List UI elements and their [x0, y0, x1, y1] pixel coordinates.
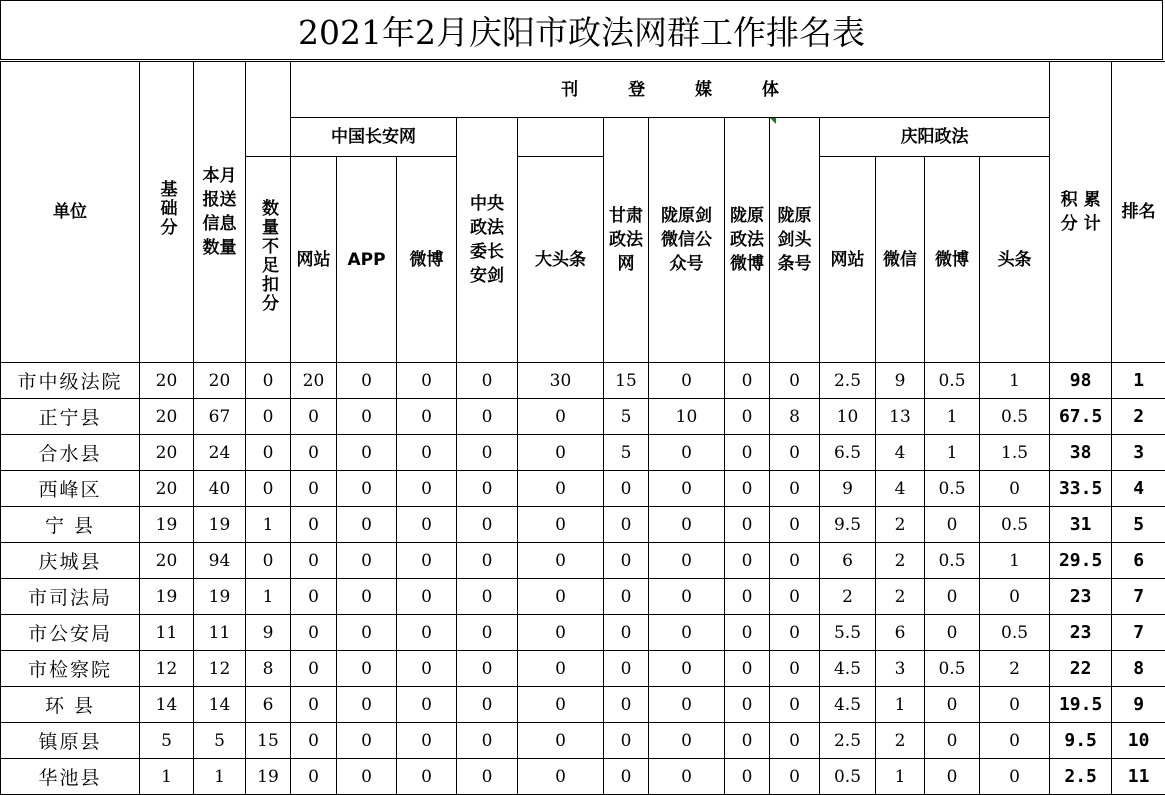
cell-sent: 12 — [194, 651, 246, 687]
cell-ly-toutiao: 0 — [770, 471, 820, 507]
cell-qy-wechat: 2 — [876, 723, 925, 759]
cell-qy-weibo: 1 — [925, 399, 980, 435]
cell-toutiao: 0 — [518, 615, 604, 651]
cell-ly-wechat: 0 — [649, 651, 725, 687]
cell-deduct: 19 — [246, 759, 291, 795]
cell-gansu: 5 — [604, 435, 649, 471]
cell-ca-app: 0 — [337, 651, 397, 687]
cell-ca-site: 0 — [291, 651, 337, 687]
cell-rank: 6 — [1112, 543, 1165, 579]
cell-central: 0 — [457, 363, 518, 399]
cell-deduct: 0 — [246, 363, 291, 399]
cell-unit: 市检察院 — [1, 651, 140, 687]
cell-total: 33.5 — [1050, 471, 1112, 507]
cell-ca-app: 0 — [337, 723, 397, 759]
cell-qy-site: 2 — [820, 579, 876, 615]
cell-deduct: 0 — [246, 543, 291, 579]
cell-qy-weibo: 0.5 — [925, 471, 980, 507]
header-gansu-net-text: 甘肃政法网 — [606, 204, 646, 276]
cell-qy-wechat: 2 — [876, 579, 925, 615]
cell-central: 0 — [457, 651, 518, 687]
cell-ca-weibo: 0 — [397, 543, 457, 579]
cell-gansu: 15 — [604, 363, 649, 399]
cell-ca-weibo: 0 — [397, 363, 457, 399]
cell-unit: 市公安局 — [1, 615, 140, 651]
cell-qy-weibo: 0 — [925, 723, 980, 759]
cell-gansu: 0 — [604, 507, 649, 543]
cell-ly-weibo: 0 — [725, 399, 770, 435]
header-longyuan-wechat-text: 陇原剑微信公众号 — [655, 204, 719, 276]
header-longyuan-toutiao — [770, 118, 820, 363]
header-total-text: 积 累 分 计 — [1061, 190, 1101, 234]
cell-qy-toutiao: 0 — [980, 687, 1050, 723]
cell-sent: 24 — [194, 435, 246, 471]
cell-gansu: 0 — [604, 579, 649, 615]
cell-ly-wechat: 0 — [649, 363, 725, 399]
cell-central: 0 — [457, 759, 518, 795]
header-monthly-sent-text: 本月报送信息数量 — [200, 164, 240, 260]
cell-ca-weibo: 0 — [397, 759, 457, 795]
cell-ly-wechat: 0 — [649, 579, 725, 615]
cell-ly-wechat: 10 — [649, 399, 725, 435]
table-row — [1, 579, 1165, 615]
cell-qy-weibo: 0.5 — [925, 651, 980, 687]
header-changan-weibo: 微博 — [397, 157, 457, 363]
cell-ca-weibo: 0 — [397, 399, 457, 435]
cell-qy-toutiao: 0.5 — [980, 615, 1050, 651]
cell-ca-site: 0 — [291, 759, 337, 795]
cell-ca-site: 0 — [291, 615, 337, 651]
cell-base: 20 — [140, 435, 194, 471]
cell-base: 20 — [140, 399, 194, 435]
header-base-score — [140, 62, 194, 363]
cell-ca-weibo: 0 — [397, 723, 457, 759]
cell-total: 67.5 — [1050, 399, 1112, 435]
cell-ca-app: 0 — [337, 363, 397, 399]
cell-qy-toutiao: 0 — [980, 579, 1050, 615]
cell-ly-weibo: 0 — [725, 543, 770, 579]
cell-toutiao: 0 — [518, 471, 604, 507]
cell-ly-weibo: 0 — [725, 363, 770, 399]
cell-deduct: 0 — [246, 435, 291, 471]
table-row — [1, 543, 1165, 579]
cell-sent: 14 — [194, 687, 246, 723]
cell-ca-weibo: 0 — [397, 579, 457, 615]
cell-total: 2.5 — [1050, 759, 1112, 795]
cell-qy-site: 5.5 — [820, 615, 876, 651]
cell-qy-toutiao: 0 — [980, 723, 1050, 759]
cell-central: 0 — [457, 687, 518, 723]
cell-sent: 67 — [194, 399, 246, 435]
table-row — [1, 687, 1165, 723]
cell-unit: 华池县 — [1, 759, 140, 795]
cell-unit: 市司法局 — [1, 579, 140, 615]
cell-qy-wechat: 4 — [876, 435, 925, 471]
cell-qy-toutiao: 1.5 — [980, 435, 1050, 471]
cell-qy-wechat: 13 — [876, 399, 925, 435]
cell-rank: 1 — [1112, 363, 1165, 399]
header-unit: 单位 — [1, 62, 140, 363]
cell-ly-weibo: 0 — [725, 723, 770, 759]
cell-ca-app: 0 — [337, 615, 397, 651]
cell-ca-site: 0 — [291, 543, 337, 579]
cell-deduct: 9 — [246, 615, 291, 651]
cell-ca-weibo: 0 — [397, 435, 457, 471]
cell-ca-site: 0 — [291, 507, 337, 543]
cell-toutiao: 30 — [518, 363, 604, 399]
cell-ly-wechat: 0 — [649, 435, 725, 471]
cell-qy-toutiao: 2 — [980, 651, 1050, 687]
cell-base: 5 — [140, 723, 194, 759]
header-qingyang-group: 庆阳政法 — [820, 118, 1050, 157]
header-blank-toutiao-top — [518, 118, 604, 157]
cell-ly-weibo: 0 — [725, 507, 770, 543]
header-media-group — [291, 62, 1050, 118]
table-row — [1, 651, 1165, 687]
cell-central: 0 — [457, 435, 518, 471]
cell-qy-site: 9.5 — [820, 507, 876, 543]
cell-qy-site: 2.5 — [820, 723, 876, 759]
header-qy-wechat: 微信 — [876, 157, 925, 363]
cell-central: 0 — [457, 615, 518, 651]
cell-ca-weibo: 0 — [397, 471, 457, 507]
cell-base: 19 — [140, 579, 194, 615]
header-total — [1050, 62, 1112, 363]
cell-central: 0 — [457, 507, 518, 543]
cell-gansu: 0 — [604, 615, 649, 651]
cell-qy-weibo: 0 — [925, 507, 980, 543]
cell-rank: 8 — [1112, 651, 1165, 687]
header-longyuan-wechat — [649, 118, 725, 363]
header-rank: 排名 — [1112, 62, 1165, 363]
cell-total: 23 — [1050, 579, 1112, 615]
cell-qy-wechat: 4 — [876, 471, 925, 507]
cell-deduct: 0 — [246, 471, 291, 507]
cell-ly-toutiao: 0 — [770, 363, 820, 399]
cell-qy-site: 0.5 — [820, 759, 876, 795]
cell-qy-wechat: 1 — [876, 759, 925, 795]
cell-deduct: 15 — [246, 723, 291, 759]
cell-central: 0 — [457, 399, 518, 435]
cell-qy-site: 6.5 — [820, 435, 876, 471]
cell-qy-wechat: 2 — [876, 507, 925, 543]
ranking-table — [0, 61, 1165, 795]
table-row — [1, 759, 1165, 795]
cell-qy-wechat: 1 — [876, 687, 925, 723]
cell-ly-toutiao: 0 — [770, 615, 820, 651]
cell-ca-site: 0 — [291, 579, 337, 615]
cell-unit: 市中级法院 — [1, 363, 140, 399]
cell-unit: 庆城县 — [1, 543, 140, 579]
cell-toutiao: 0 — [518, 687, 604, 723]
cell-ly-wechat: 0 — [649, 759, 725, 795]
table-row — [1, 399, 1165, 435]
header-qy-site: 网站 — [820, 157, 876, 363]
cell-central: 0 — [457, 723, 518, 759]
cell-toutiao: 0 — [518, 723, 604, 759]
cell-gansu: 0 — [604, 543, 649, 579]
cell-qy-site: 10 — [820, 399, 876, 435]
header-changan-site: 网站 — [291, 157, 337, 363]
cell-ca-app: 0 — [337, 507, 397, 543]
table-row — [1, 435, 1165, 471]
header-media-group-text: 刊 登 媒 体 — [539, 80, 801, 100]
cell-ly-toutiao: 0 — [770, 759, 820, 795]
header-longyuan-weibo-text: 陇原政法微博 — [727, 204, 767, 276]
cell-qy-weibo: 0 — [925, 579, 980, 615]
cell-total: 22 — [1050, 651, 1112, 687]
cell-base: 14 — [140, 687, 194, 723]
cell-qy-site: 6 — [820, 543, 876, 579]
cell-ca-weibo: 0 — [397, 507, 457, 543]
cell-ly-wechat: 0 — [649, 723, 725, 759]
cell-ca-app: 0 — [337, 471, 397, 507]
cell-base: 20 — [140, 363, 194, 399]
cell-deduct: 1 — [246, 507, 291, 543]
cell-total: 9.5 — [1050, 723, 1112, 759]
table-row — [1, 615, 1165, 651]
cell-sent: 19 — [194, 507, 246, 543]
cell-ca-app: 0 — [337, 399, 397, 435]
cell-rank: 9 — [1112, 687, 1165, 723]
cell-ca-site: 0 — [291, 435, 337, 471]
header-row-1 — [1, 62, 1165, 118]
header-gansu-net — [604, 118, 649, 363]
cell-sent: 1 — [194, 759, 246, 795]
cell-unit: 宁 县 — [1, 507, 140, 543]
cell-total: 19.5 — [1050, 687, 1112, 723]
cell-total: 29.5 — [1050, 543, 1112, 579]
cell-qy-weibo: 0 — [925, 759, 980, 795]
header-base-score-text: 基础分 — [155, 180, 179, 237]
cell-ly-weibo: 0 — [725, 579, 770, 615]
header-longyuan-weibo — [725, 118, 770, 363]
cell-rank: 3 — [1112, 435, 1165, 471]
cell-unit: 西峰区 — [1, 471, 140, 507]
cell-sent: 20 — [194, 363, 246, 399]
cell-ly-weibo: 0 — [725, 615, 770, 651]
cell-qy-site: 4.5 — [820, 687, 876, 723]
cell-ca-app: 0 — [337, 543, 397, 579]
cell-base: 20 — [140, 543, 194, 579]
cell-ly-wechat: 0 — [649, 687, 725, 723]
cell-qy-wechat: 2 — [876, 543, 925, 579]
header-qy-toutiao: 头条 — [980, 157, 1050, 363]
cell-gansu: 0 — [604, 651, 649, 687]
cell-toutiao: 0 — [518, 399, 604, 435]
cell-rank: 4 — [1112, 471, 1165, 507]
cell-toutiao: 0 — [518, 543, 604, 579]
header-insufficient-deduction — [246, 157, 291, 363]
cell-central: 0 — [457, 471, 518, 507]
cell-ca-site: 0 — [291, 399, 337, 435]
cell-qy-toutiao: 0.5 — [980, 507, 1050, 543]
header-changan-app: APP — [337, 157, 397, 363]
cell-ca-site: 0 — [291, 471, 337, 507]
cell-central: 0 — [457, 579, 518, 615]
cell-toutiao: 0 — [518, 579, 604, 615]
cell-ca-site: 0 — [291, 723, 337, 759]
table-row — [1, 723, 1165, 759]
cell-qy-toutiao: 0 — [980, 471, 1050, 507]
cell-ca-weibo: 0 — [397, 615, 457, 651]
cell-ly-weibo: 0 — [725, 651, 770, 687]
cell-rank: 11 — [1112, 759, 1165, 795]
cell-ca-site: 0 — [291, 687, 337, 723]
cell-ly-toutiao: 0 — [770, 543, 820, 579]
cell-base: 11 — [140, 615, 194, 651]
cell-ly-toutiao: 0 — [770, 651, 820, 687]
cell-ca-app: 0 — [337, 759, 397, 795]
cell-toutiao: 0 — [518, 759, 604, 795]
table-body — [1, 363, 1165, 795]
cell-qy-site: 4.5 — [820, 651, 876, 687]
cell-ly-weibo: 0 — [725, 759, 770, 795]
cell-deduct: 6 — [246, 687, 291, 723]
cell-ly-weibo: 0 — [725, 435, 770, 471]
cell-ly-wechat: 0 — [649, 615, 725, 651]
cell-base: 1 — [140, 759, 194, 795]
cell-ly-toutiao: 0 — [770, 435, 820, 471]
cell-total: 38 — [1050, 435, 1112, 471]
header-central-committee-text: 中央政法委长安剑 — [467, 192, 507, 288]
cell-ly-wechat: 0 — [649, 543, 725, 579]
header-monthly-sent — [194, 62, 246, 363]
cell-central: 0 — [457, 543, 518, 579]
cell-base: 19 — [140, 507, 194, 543]
cell-toutiao: 0 — [518, 507, 604, 543]
cell-base: 12 — [140, 651, 194, 687]
header-longyuan-toutiao-text: 陇原剑头条号 — [775, 204, 815, 276]
cell-qy-weibo: 0 — [925, 687, 980, 723]
cell-unit: 合水县 — [1, 435, 140, 471]
cell-total: 98 — [1050, 363, 1112, 399]
cell-qy-weibo: 0 — [925, 615, 980, 651]
cell-ca-weibo: 0 — [397, 687, 457, 723]
cell-qy-site: 9 — [820, 471, 876, 507]
cell-ly-toutiao: 0 — [770, 579, 820, 615]
cell-ly-wechat: 0 — [649, 507, 725, 543]
header-toutiao: 大头条 — [518, 157, 604, 363]
sheet-title: 2021年2月庆阳市政法网群工作排名表 — [0, 0, 1163, 60]
cell-sent: 5 — [194, 723, 246, 759]
cell-qy-wechat: 6 — [876, 615, 925, 651]
cell-qy-wechat: 9 — [876, 363, 925, 399]
table-row — [1, 507, 1165, 543]
header-changan-group: 中国长安网 — [291, 118, 457, 157]
cell-ca-app: 0 — [337, 435, 397, 471]
header-central-committee — [457, 118, 518, 363]
header-insufficient-deduction-text: 数量不足扣分 — [256, 199, 280, 313]
cell-unit: 镇原县 — [1, 723, 140, 759]
cell-toutiao: 0 — [518, 651, 604, 687]
cell-qy-toutiao: 0.5 — [980, 399, 1050, 435]
cell-ca-app: 0 — [337, 687, 397, 723]
cell-ly-toutiao: 8 — [770, 399, 820, 435]
cell-ca-weibo: 0 — [397, 651, 457, 687]
cell-gansu: 0 — [604, 471, 649, 507]
cell-deduct: 0 — [246, 399, 291, 435]
cell-sent: 19 — [194, 579, 246, 615]
cell-qy-toutiao: 1 — [980, 543, 1050, 579]
cell-qy-weibo: 0.5 — [925, 363, 980, 399]
cell-ca-site: 20 — [291, 363, 337, 399]
header-qy-weibo: 微博 — [925, 157, 980, 363]
cell-qy-weibo: 0.5 — [925, 543, 980, 579]
cell-gansu: 0 — [604, 687, 649, 723]
cell-rank: 5 — [1112, 507, 1165, 543]
cell-qy-weibo: 1 — [925, 435, 980, 471]
cell-gansu: 0 — [604, 759, 649, 795]
cell-gansu: 5 — [604, 399, 649, 435]
cell-qy-wechat: 3 — [876, 651, 925, 687]
cell-rank: 7 — [1112, 615, 1165, 651]
header-blank-top — [246, 62, 291, 157]
cell-qy-toutiao: 1 — [980, 363, 1050, 399]
cell-deduct: 1 — [246, 579, 291, 615]
cell-ly-toutiao: 0 — [770, 687, 820, 723]
cell-rank: 2 — [1112, 399, 1165, 435]
cell-ca-app: 0 — [337, 579, 397, 615]
cell-unit: 环 县 — [1, 687, 140, 723]
table-row — [1, 471, 1165, 507]
cell-ly-weibo: 0 — [725, 471, 770, 507]
cell-rank: 7 — [1112, 579, 1165, 615]
cell-gansu: 0 — [604, 723, 649, 759]
comment-marker-icon — [770, 118, 776, 124]
cell-ly-toutiao: 0 — [770, 507, 820, 543]
cell-rank: 10 — [1112, 723, 1165, 759]
table-row — [1, 363, 1165, 399]
cell-unit: 正宁县 — [1, 399, 140, 435]
cell-ly-wechat: 0 — [649, 471, 725, 507]
cell-total: 23 — [1050, 615, 1112, 651]
cell-toutiao: 0 — [518, 435, 604, 471]
cell-deduct: 8 — [246, 651, 291, 687]
cell-total: 31 — [1050, 507, 1112, 543]
cell-base: 20 — [140, 471, 194, 507]
cell-qy-toutiao: 0 — [980, 759, 1050, 795]
cell-ly-weibo: 0 — [725, 687, 770, 723]
cell-qy-site: 2.5 — [820, 363, 876, 399]
cell-ly-toutiao: 0 — [770, 723, 820, 759]
cell-sent: 11 — [194, 615, 246, 651]
cell-sent: 40 — [194, 471, 246, 507]
cell-sent: 94 — [194, 543, 246, 579]
